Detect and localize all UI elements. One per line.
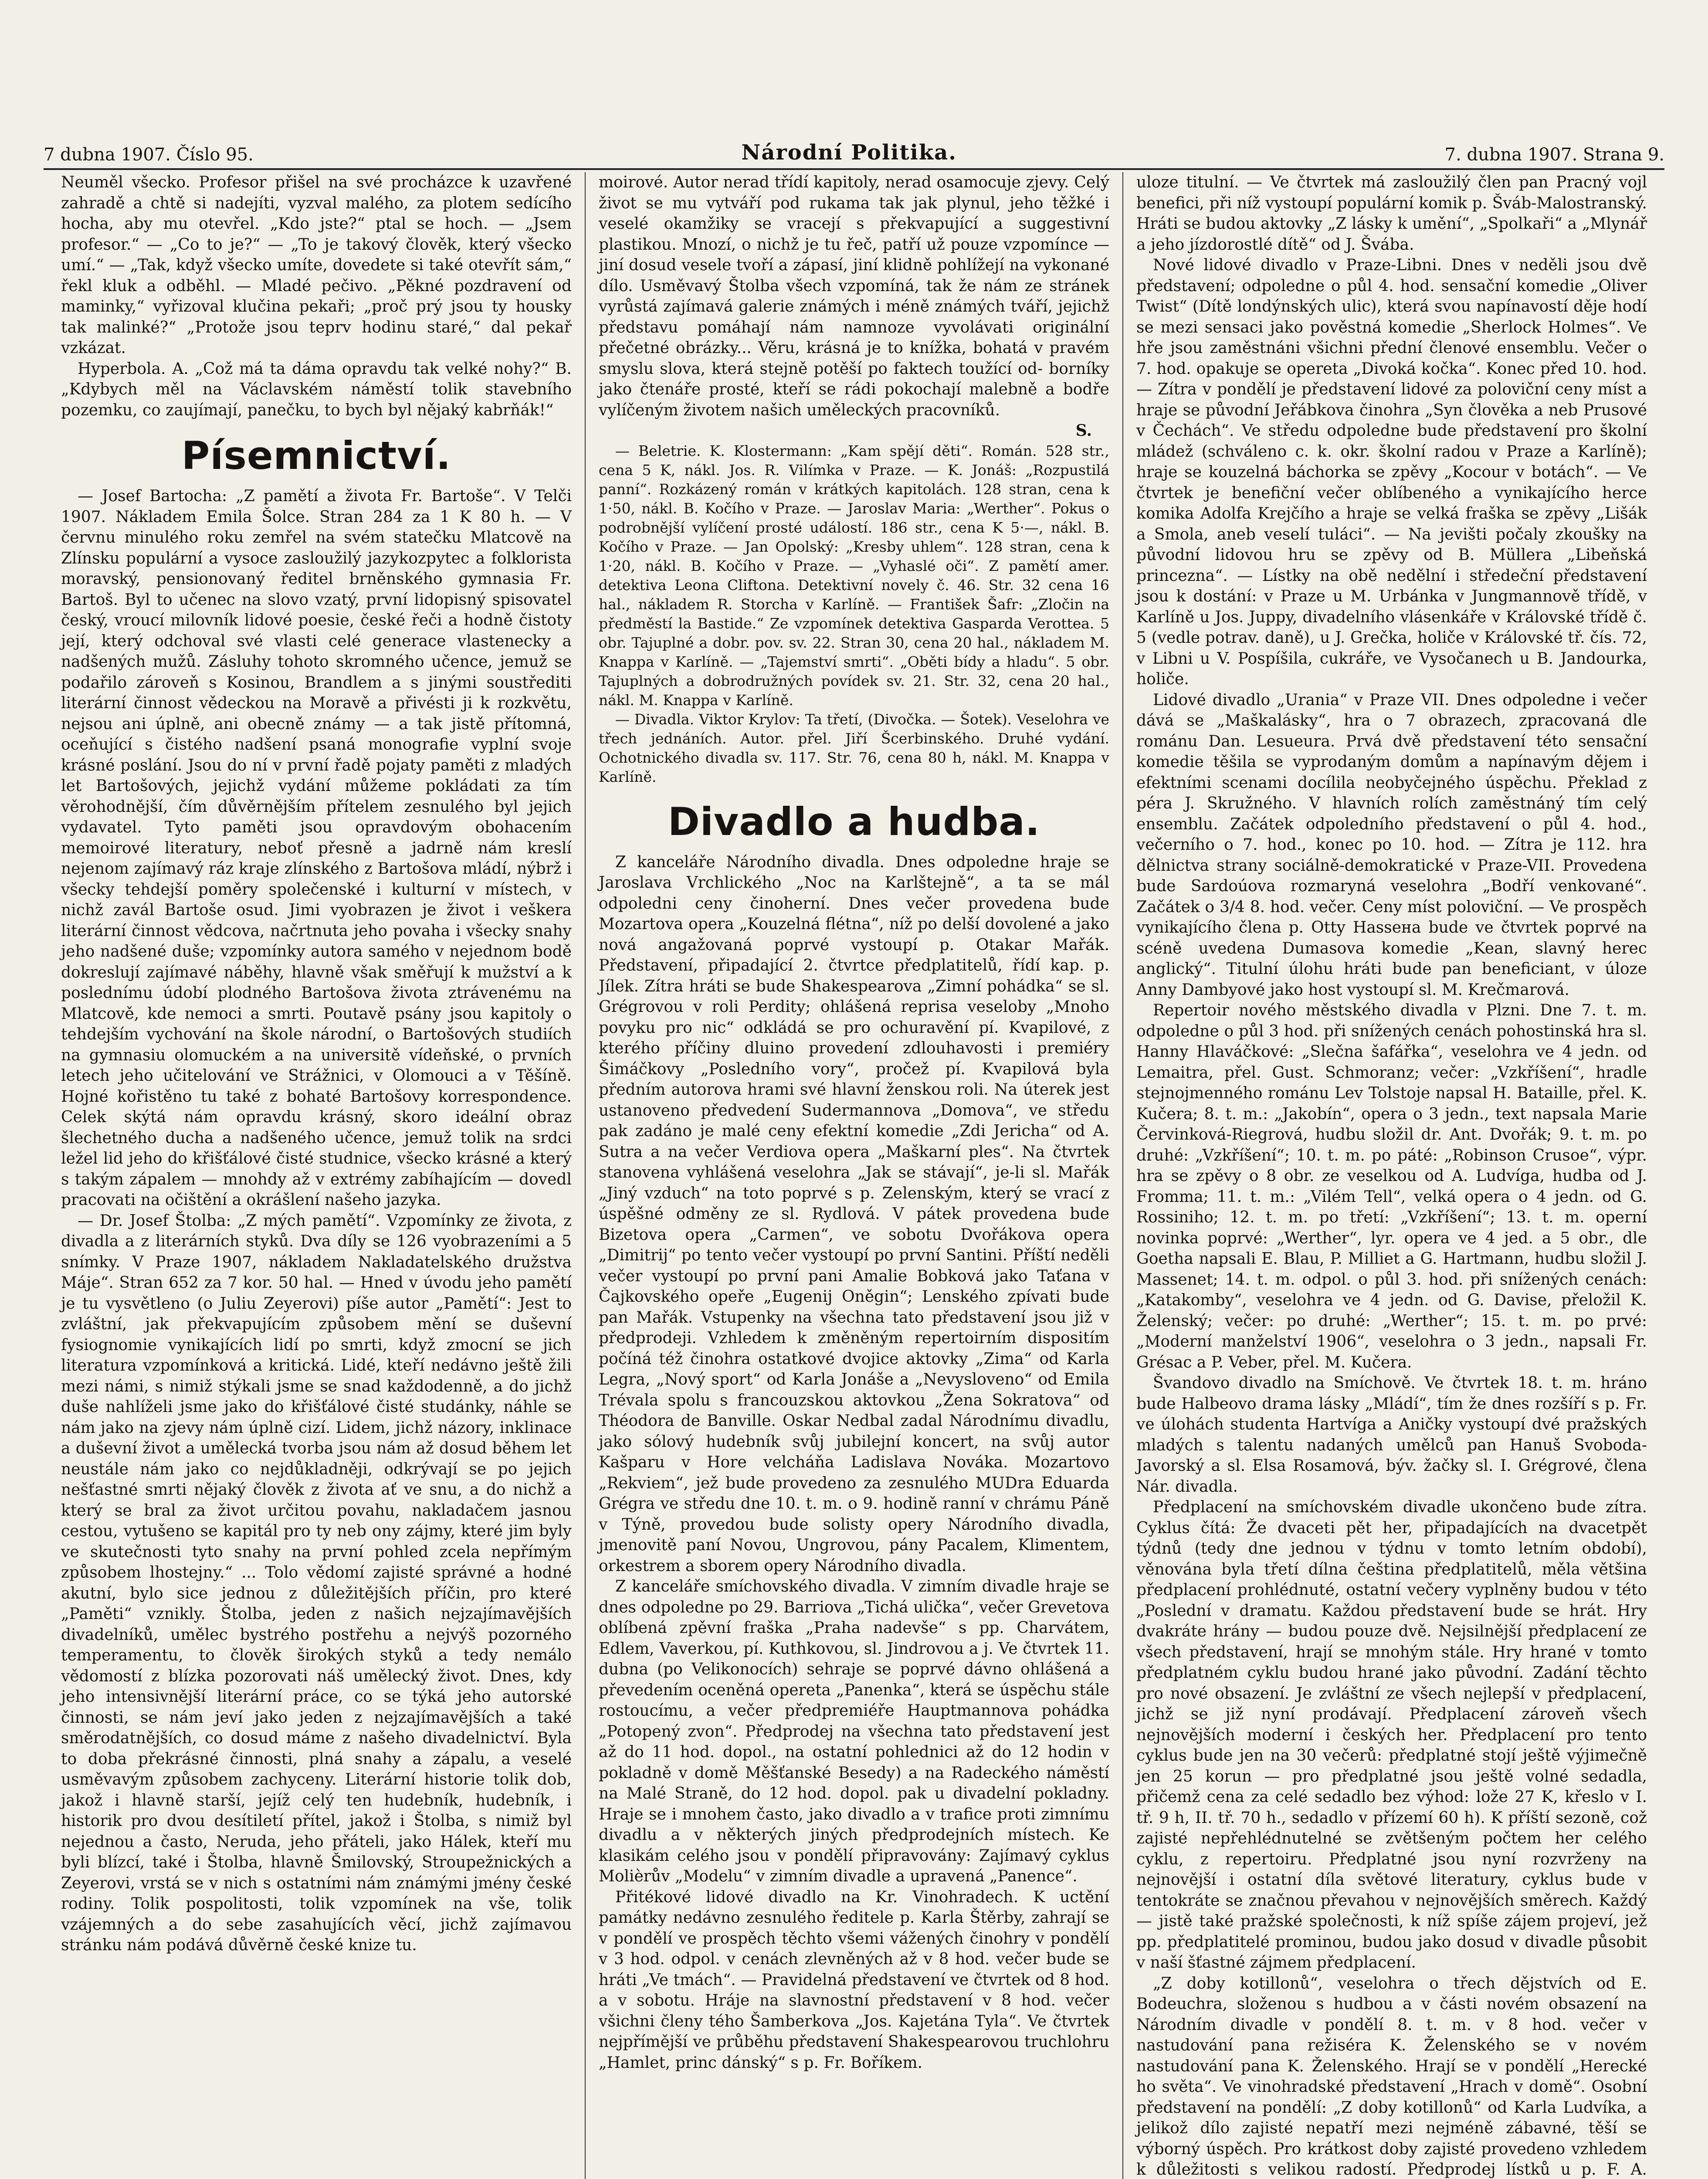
subscription-news: Předplacení na smíchovském divadle ukončeno bude zítra. Cyklus čítá: Že dvaceti pět her, připadajících na dvacetpět týdnů (tedy dne jednou v týdnu v tomto letním období), věnována byla třetí dílna čeština předplatitelů, měla většina předplacení prohlédnuté, ostatní večery vyplněny budou v této „Poslední v dramatu. Každou představení bude se hrát. Hry dvakráte hrány — budou pouze dvě. Nejsilnější předplacení ze všech představení, hrají se mnohým stále. Hry hrané v tomto předplatném cyklu budou hrané jako původní. Zadání těchto pro nové obsazení. Je zvláštní ze všech nejlepší v předplacení, jichž se již nyní prodávají. Předplacení zároveň všech nejnovějších moderní i českých her. Předplacení pro tento cyklus bude jen na 30 večerů: předplatné stojí ještě výjimečně jen 25 korun — pro předplatné jsou ještě volné sedadla, přičemž cena za celé sedadlo bez výhod: lože 27 K, křeslo v I. tř. 9 h, II. tř. 70 h., sedadlo v přízemí 60 h). K příští sezoně, což zajisté nepřehlédnutelné se zvětšeným počtem her celého cyklu, z repertoiru. Předplatné jsou nyní rozvrženy na nejnovější i ostatní díla světové literatury, cyklus bude v tentokráte se značnou převahou v nejnovějších směrech. Každý — jistě také pražské společnosti, k níž spíše zájem projeví, jež pp. předplatitelé prominou, budou jako dosud v divadle působit v naší šťastné zájmem předplacení. bbox=[1136, 1498, 1647, 1972]
columns bbox=[48, 172, 1660, 2179]
smichov-theatre-news: Z kanceláře smíchovského divadla. V zimním divadle hraje se dnes odpoledne po 29. Barriova „Tichá ulička“, večer Grevetova oblíbená zpěvní fraška „Praha nadevše“ s pp. Charvátem, Edlem, Vaverkou, pí. Kuthkovou, sl. Jindrovou a j. Ve čtvrtek 11. dubna (po Velikonocích) sehraje se poprvé dávno ohlášená a převedením oceněná opereta „Panenka“, která se úspěchu stále rostoucímu, a večer předpremiéře Hauptmannova pohádka „Potopený zvon“. Předprodej na všechna tato představení jest až do 11 hod. dopol., na ostatní pohlednici až do 12 hodin v pokladně v domě Měšťanské Besedy) a na Radeckého náměstí na Malé Straně, do 12 hod. dopol. pak u divadelní pokladny. Hraje se i mnohem často, jako divadlo a v trafice proti zimnímu divadlu a v některých jiných předprodejních místech. Ke klasikám celého jsou v pondělí připravovány: Zajímavý cyklus Molièrův „Modelu“ v zimním divadle a upravená „Panence“. bbox=[599, 1578, 1109, 1885]
national-theatre-news: Z kanceláře Národního divadla. Dnes odpoledne hraje se Jaroslava Vrchlického „Noc na Karlštejně“, a ta se mál odpoledni ceny činoherní. Dnes večer provedena bude Mozartova opera „Kouzelná flétna“, níž po delší dovolené a jako nová angažovaná poprvé vystoupí p. Otakar Mařák. Představení, připadající 2. čtvrtce předplatitelů, řídí kap. p. Jílek. Zítra hráti se bude Shakespearova „Zimní pohádka“ se sl. Grégrovou v roli Perdity; ohlášená reprisa veseloby „Mnoho povyku pro nic“ odkládá se pro ochuravění pí. Kvapilové, z kterého příčiny dluino provedení zdlouhavosti i premiéry Šimáčkovy „Posledního vory“, pročež pí. Kvapilová byla předním autorova hrami své hlavní ženskou roli. Na úterek jest ustanoveno předvedení Sudermannova „Domova“, ve středu pak zadáno je malé ceny efektní komedie „Zdi Jericha“ od A. Sutra a na večer Verdiova opera „Maškarní ples“. Na čtvrtek stanovena vyhlášená veselohra „Jak se stávají“, je-li sl. Mařák „Jiný vzduch“ na toto poprvé s p. Zelenským, který se vrací z úspěšné odměny ze sl. Rydlová. V pátek provedena bude Bizetova opera „Carmen“, ve sobotu Dvořákova opera „Dimitrij“ po tento večer vystoupí po první Santini. Příští neděli večer vystoupí po první pani Amalie Bobková jako Taťana v Čajkovského opeře „Eugenij Oněgin“; Lenského zpívati bude pan Mařák. Vstupenky na všechna tato představení jsou již v předprodeji. Vzhledem k změněným repertoirním dispositím počíná též činohra ostatkové dvojice aktovky „Zima“ od Karla Legra, „Nový sport“ od Karla Jonáše a „Nevysloveno“ od Emila Trévala spolu s francouzskou aktovkou „Žena Sokratova“ od Théodora de Banville. Oskar Nedbal zadal Národnímu divadlu, jako sólový hudebník svůj jubilejní koncert, na svůj autor Kašparu v Hore velcháňa Ladislava Nováka. Mozartovo „Rekviem“, jež bude provedeno za zesnulého MUDra Eduarda Grégra ve středu dne 10. t. m. o 9. hodině ranní v chrámu Páně v Týně, provedou bude solisty opery Národního divadla, jmenovitě paní Novou, Ungrovou, pány Pacalem, Klimentem, orkestrem a sborem opery Národního divadla. bbox=[599, 853, 1109, 1575]
review-stolba: — Dr. Josef Štolba: „Z mých pamětí“. Vzpomínky ze života, z divadla a z literárních styků. Dva díly se 126 vyobrazeními a 5 snímky. V Praze 1907, nákladem Nakladatelského družstva Máje“. Stran 652 za 7 kor. 50 hal. — Hned v úvodu jeho pamětí je tu vysvětleno (o Juliu Zeyerovi) píše autor „Pamětí“: Jest to zvláštní, jak překvapujícím způsobem mění se duševní fysiognomie vynikajících lidí po smrti, když zmocní se jich literatura vzpomínková a kritická. Lidé, kteří nedávno ještě žili mezi námi, s nimiž stýkali jsme se snad každodenně, a do jichž duše nahlíželi jsme jako do křišťálové čisté studánky, náhle se nám jako na zjevy nám úplně cizí. Lidem, jichž názory, inklinace a duševní život a umělecká tvorba jsou nám až dosud během let neustále nám jako co nejdůkladněji, odkrývají se po jejich nešťastné smrti nějaký člověk z života ať ve snu, a do nichž a který se bral za život určitou povahu, nakladačem jasnou cestou, vytušeno se kapitál pro ty neb ony zájmy, které jim byly ve skutečnosti tyto snahy na první pohled zcela nepřímým způsobem lhostejny.“ ... Tolo vědomí zajisté správné a hodné akutní, bylo sice jednou z důležitějších příčin, pro které „Paměti“ vznikly. Štolba, jeden z našich nejzajímavějších divadelníků, umělec bystrého postřehu a nejvýš pozorného temperamentu, to člověk širokých styků a tedy nemálo vědomostí z blízka pozorovati náš umělecký život. Dnes, kdy jeho intensivnější literární práce, co se týká jeho autorské činnosti, se nám jeví jako jeden z nejzajímavějších a také směrodatnějších, co dosud máme z našeho divadelnictví. Byla to doba překrásné činnosti, plná snahy a zápalu, a veselé usměvavým způsobem zachyceny. Literární historie tolik dob, jakož i hlavně starší, jejíž celý ten hudebník, hudebník, i historik pro dvou desítiletí přítel, jakož i Štolba, s nimiž byl nejednou a často, Neruda, jeho přáteli, jako Hálek, kteří mu byli blízcí, také i Štolba, hlavně Šmilovský, Stroupežnických a Zeyerovi, vrstá se v nich s ostatními nám známými jmény české rodiny. Tolik pospolitosti, tolik vzpomínek na vše, tolik vzájemných a do sebe zasahujících věcí, jichž zajímavou stránku nám podává důvěrně české knize tu. bbox=[61, 1212, 572, 1954]
header-date-right: 7. dubna 1907. Strana 9. bbox=[1444, 145, 1664, 165]
review-bartos: — Josef Bartocha: „Z pamětí a života Fr. Bartoše“. V Telči 1907. Nákladem Emila Šolce. Stran 284 za 1 K 80 h. — V červnu minulého roku zemřel na svém statečku Mlatcově na Zlínsku populární a vysoce zasloužilý jazykozpytec a folklorista moravský, pensionovaný ředitel brněnského gymnasia Fr. Bartoš. Byl to učenec na slovo vzatý, první lidopisný spisovatel český, vroucí milovník lidové poesie, české řeči a hodně čistoty její, který odchoval své vlasti celé generace vlastenecky a nadšených mužů. Zásluhy tohoto skromného učence, jemuž se podařilo zároveň s Kosinou, Brandlem a s jinými soustřediti literární činnost vědeckou na Moravě a přivésti ji k rozkvětu, nejsou ani úplně, ani obecně známy — a tak jistě přítomná, oceňující s čistého nadšení psaná monografie vyplní svoje krásné poslání. Jsou do ní v první řadě pojaty paměti z mladých let Bartošových, jejichž vydání můžeme pokládati za tím věrohodnější, čím důvěrnějším přítelem zesnulého byl jejich vydavatel. Tyto paměti jsou opravdovým obohacením memoirové literatury, neboť přesně a jadrně nám kreslí nejenom zajímavý ráz kraje zlínského z Bartošova mládí, nýbrž i všecky tehdejší poměry společenské i kulturní v místech, v nichž zavál Bartoše osud. Jimi vyobrazen je život i veškera literární činnost vědcova, načrtnuta jeho povaha i všecky snahy jeho nadšené duše; vzpomínky autora samého v nejednom bodě dokreslují zajímavé náběhy, hlavně však směřují k mužství a k poslednímu údobí plodného Bartošova života ztrávenému na Mlatcově, kde nemoci a smrti. Poutavě psány jsou kapitoly o tehdejším vychování na škole národní, o Bartošových studiích na gymnasiu olomuckém a na universitě vídeňské, o prvních letech jeho učitelování ve Strážnici, v Olomouci a v Těšíně. Hojné kořistěno tu také z bohaté Bartošovy korrespondence. Celek skýtá nám opravdu krásný, skoro ideální obraz šlechetného ducha a nadšeného učence, jemuž tolik na srdci ležel lid jeho do křišťálové čisté studnice, všecko krásné a který s takým zápalem — mnohdy až v extrémy zabíhajícím — dovedl pracovati na očištění a okrášlení našeho jazyka. bbox=[61, 487, 572, 1209]
svanda-theatre-news: Švandovo divadlo na Smíchově. Ve čtvrtek 18. t. m. hráno bude Halbeovo drama lásky „Mládí“, tím že dnes rozšíří s p. Fr. ve úlohách studenta Hartvíga a Aničky vystoupí dvé pražských mladých s talentu nadaných umělců pan Hanuš Svoboda-Javorský a sl. Elsa Rosamová, býv. žačky sl. I. Grégrové, člena Nár. divadla. bbox=[1136, 1374, 1647, 1496]
review-stolba-cont: moirové. Autor nerad třídí kapitoly, nerad osamocuje zjevy. Celý život se mu vytváří pod rukama tak jak plynul, jeho těžké i veselé okamžiky se vracejí s překvapující a suggestivní plastikou. Mnozí, o nichž je tu řeč, patří už pouze vzpomínce — jiní dosud vesele tvoří a zápasí, jiní klidně pohlížejí na vykonané dílo. Usměvavý Štolba všech vzpomíná, tak že nám ze stránek vyrůstá zajímavá galerie známých i méně známých tváří, jejichž představu pomáhají nám namnoze vyvolávati originální přečetné obrázky... Věru, krásná je to knížka, bohatá v pravém smyslu slova, která stejně potěší po faktech toužící od- borníky jako čtenáře prosté, kteří se rádi pokochají malebně a bodře vylíčeným životem našich uměleckých pracovníků. bbox=[599, 173, 1109, 419]
header-date-left: 7 dubna 1907. Číslo 95. bbox=[44, 145, 254, 165]
plzen-repertoire: Repertoir nového městského divadla v Plzni. Dne 7. t. m. odpoledne o půl 3 hod. při snížených cenách pohostinská hra sl. Hanny Hlaváčkové: „Slečna šafářka“, veselohra ve 4 jedn. od Lemaitra, přel. Gust. Schmoranz; večer: „Vzkříšení“, hradle stejnojmenného románu Lev Tolstoje napsal H. Bataille, přel. K. Kučera; 8. t. m.: „Jakobín“, opera o 3 jedn., text napsala Marie Červinková-Riegrová, hudbu složil dr. Ant. Dvořák; 9. t. m. po druhé: „Vzkříšení“; 10. t. m. po páté: „Robinson Crusoe“, výpr. hra se zpěvy o 8 obr. ze veselkou od A. Ludvíga, hudba od J. Fromma; 11. t. m.: „Vilém Tell“, velká opera o 4 jedn. od G. Rossiniho; 12. t. m. po třetí: „Vzkříšení“; 13. t. m. operní novinka poprvé: „Werther“, lyr. opera ve 4 jed. a 5 obr., dle Goetha napsali E. Blau, P. Milliet a G. Hartmann, hudbu složil J. Massenet; 14. t. m. odpol. o půl 3. hod. při snížených cenách: „Katakomby“, veselohra ve 4 jedn. od G. Davise, přeložil K. Želenský; večer: po druhé: „Werther“; 15. t. m. po prvé: „Moderní manželství 1906“, veselohra o 3 jedn., napsali Fr. Grésac a P. Veber, přel. M. Kučera. bbox=[1136, 1001, 1647, 1371]
liben-theatre-news: Nové lidové divadlo v Praze-Libni. Dnes v neděli jsou dvě představení; odpoledne o půl 4. hod. sensační komedie „Oliver Twist“ (Dítě londýnských ulic), která svou napínavostí děje hodí se mezi sensaci jako pověstná komedie „Sherlock Holmes“. Ve hře jsou zaměstnáni všichni přední členové ensemblu. Večer o 7. hod. opakuje se opereta „Divoká kočka“. Konec před 10. hod. — Zítra v pondělí je představení lidové za poloviční ceny míst a hraje se původní Jeřábkova činohra „Syn člověka a neb Prusové v Čechách“. Ve středu odpoledne bude představení pro školní mládež (schváleno c. k. okr. školní radou v Praze a Karlíně); hraje se kouzelná báchorka se zpěvy „Kocour v botách“. — Ve čtvrtek je benefiční večer oblíbeného a vynikajícího herce komika Adolfa Krejčího a hraje se velká fraška se zpěvy „Lišák a Smola, aneb veselí tuláci“. — Na jevišti počaly zkoušky na původní lidovou hru se zpěvy od B. Müllera „Libeňská princezna“. — Lístky na obě nedělní i středeční představení jsou k dostání: v Praze u M. Urbánka v Jungmannově třídě, v Karlíně u Jos. Juppy, divadelního vlásenkáře v Královské třídě č. 5 (vedle potrav. daně), u J. Grečka, holiče v Královské tř. čís. 72, v Libni u V. Pospíšila, cukráře, ve Vysočanech u B. Jandourka, holiče. bbox=[1136, 256, 1647, 688]
anecdote-hyperbola: Hyperbola. A. „Což má ta dáma opravdu tak velké nohy?“ B. „Kdybych měl na Václavském náměstí tolik stavebního pozemku, co zaujímají, panečku, to bych byl nějaký kabrňák!“ bbox=[61, 360, 572, 419]
masthead: Národní Politika. bbox=[741, 140, 957, 165]
column-3 bbox=[1123, 172, 1660, 2179]
anecdotes: Neuměl všecko. Profesor přišel na své procházce k uzavřené zahradě a chtě si nadejíti, vyzval malého, za plotem sedícího hocha, aby mu otevřel. „Kdo jste?“ ptal se hoch. — „Jsem profesor.“ — „Co to je?“ — „To je takový člověk, který všecko umí.“ — „Tak, když všecko umíte, dovedete si také otevřít sám,“ řekl kluk a odběhl. — Mladé pečivo. „Pěkné pozdravení od maminky,“ vyřizoval klučina pekaři; „proč prý jsou ty housky tak malinké?“ „Protože jsou teprv hodinu staré,“ dal pekař vzkázat. bbox=[61, 173, 572, 357]
benefit-note: uloze titulní. — Ve čtvrtek má zasloužilý člen pan Pracný vojl benefici, při níž vystoupí populární komik p. Šváb-Malostranský. Hráti se budou aktovky „Z lásky k umění“, „Spolkaři“ a „Mlynář a jeho jízdorostlé dítě“ od J. Švába. bbox=[1136, 173, 1647, 254]
vinohrady-theatre-news: Přitékové lidové divadlo na Kr. Vinohradech. K uctění památky nedávno zesnulého ředitele p. Karla Štěrby, zahrají se v pondělí ve prospěch těchto všemi vážených činohry v pondělí v 3 hod. odpol. v cenách zlevněných až v 8 hod. večer bude se hráti „Ve tmách“. — Pravidelná představení ve čtvrtek od 8 hod. a v sobotu. Hráje na slavnostní představení v 8 hod. večer všichni členy tého Šamberkova „Jos. Kajetána Tyla“. Ve čtvrtek nejpřímější ve průběhu představení Shakespearovou truchlohru „Hamlet, princ dánský“ s p. Fr. Boříkem. bbox=[599, 1888, 1109, 2072]
section-heading-theatre: Divadlo a hudba. bbox=[668, 799, 1040, 844]
urania-theatre-news: Lidové divadlo „Urania“ v Praze VII. Dnes odpoledne i večer dává se „Maškalásky“, hra o 7 obrazech, zpracovaná dle románu Dan. Lesueura. Prvá dvě představení této sensační komedie těšila se vyprodaným domům a napínavým dějem i efektními scenami docílila neobyčejného úspěchu. Překlad z péra J. Skružného. V hlavních rolích zaměstnáný tím celý ensemblu. Začátek odpoledního představení o půl 4. hod., večerního o 7. hod., konec po 10. hod. — Zítra je 112. hra dělnictva strany sociálně-demokratické v Praze-VII. Provedena bude Sardoúova rozmaryná veselohra „Bodří venkované“. Začátek o 3/4 8. hod. večer. Ceny míst poloviční. — Ve prospěch vynikajícího člena p. Otty Hasseна bude ve čtvrtek poprvé na scéně uvedena Dumasova komedie „Kean, slavný herec anglický“. Titulní úlohu hráti bude pan beneficiant, v úloze Anny Dambyové jako host vystoupí sl. M. Krečmarová. bbox=[1136, 691, 1647, 999]
section-heading-literature: Písemnictví. bbox=[181, 433, 451, 478]
column-2 bbox=[586, 172, 1123, 2179]
column-1 bbox=[48, 172, 586, 2179]
belletrie-list: — Beletrie. K. Klostermann: „Kam spějí děti“. Román. 528 str., cena 5 K, nákl. Jos. R. Vilímka v Praze. — K. Jonáš: „Rozpustilá panní“. Rozkázený román v krátkých kapitolách. 128 stran, cena k 1·50, nákl. B. Kočího v Praze. — Jaroslav Maria: „Werther“. Pokus o podrobnější vylíčení prosté událostí. 186 str., cena K 5·—, nákl. B. Kočího v Praze. — Jan Opolský: „Kresby uhlem“. 128 stran, cena k 1·20, nákl. B. Kočího v Praze. — „Vyhaslé oči“. Z pamětí amer. detektiva Leona Cliftona. Detektivní novely č. 46. Str. 32 cena 16 hal., nákladem R. Storcha v Karlíně. — František Šafr: „Zločin na předměstí la Bastide.“ Ze vzpomínek detektiva Gasparda Verottea. 5 obr. Tajuplné a dobr. pov. sv. 22. Stran 30, cena 20 hal., nákladem M. Knappa v Karlíně. — „Tajemství smrti“. „Oběti bídy a hladu“. 5 obr. Tajuplných a dobrodružných povídek sv. 21. Str. 32, cena 20 hal., nákl. M. Knappa v Karlíně. bbox=[599, 442, 1109, 709]
divadla-list: — Divadla. Viktor Krylov: Ta třetí, (Divočka. — Šotek). Veselohra ve třech jednáních. Autor. přel. Jiří Šcerbinského. Druhé vydání. Ochotnického divadla sv. 117. Str. 76, cena 80 h, nákl. M. Knappa v Karlíně. bbox=[599, 710, 1109, 785]
signature: S. bbox=[1075, 421, 1092, 440]
kotillon-news: „Z doby kotillonů“, veselohra o třech dějstvích od E. Bodeuchra, složenou s hudbou a v části novém obsazení na Národním divadle v pondělí 8. t. m. v 8 hod. večer v nastudování pana režiséra K. Želenského se v novém nastudování pana K. Želenského. Hrají se v pondělí „Herecké ho světa“. Ve vinohradské představení „Hrach v domě“. Osobní představení na pondělí: „Z doby kotillonů“ od Karla Ludvíka, a jelikož dílo zajisté nepatří mezi nejméně zábavné, těší se výborný úspěch. Pro krátkost doby zajisté provedeno vzhledem k důležitosti s velikou radostí. Předprodej lístků u p. F. A. bbox=[1136, 1974, 1647, 2179]
page-header bbox=[44, 131, 1664, 170]
